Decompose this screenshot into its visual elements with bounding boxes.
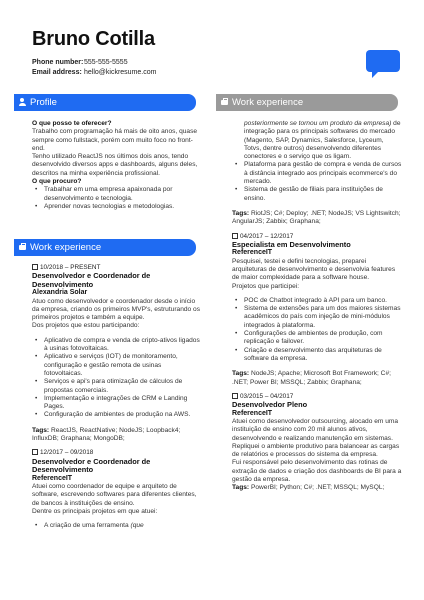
work-section-header-right (216, 94, 398, 111)
list-item: • Aplicativo e serviços (IOT) de monitoramento, configuração e gestão remota de usinas fotovoltaicas. (32, 353, 200, 378)
continued-item: posteriormente se tornou um produto da empresa) de integração para os principais softwares do mercado (Magento, SAP, Dynamics, Salesforce, Lyceum, Totvs, dentre outros) desenvolvendo diferentes conectores e o serviço que os ligam. (244, 120, 401, 161)
job-description: Pesquisei, testei e defini tecnologias, preparei arquiteturas de desenvolvimento e desenvolvia features de maior complexidade para a software house. (232, 257, 396, 282)
job-projects-list (232, 297, 402, 363)
job-description: Repliquei o ambiente produtivo para balancear as cargas de relatórios e processos do sistema da empresa. (232, 442, 400, 459)
profile-body (32, 120, 200, 211)
job-title: Especialista em Desenvolvimento (232, 239, 351, 249)
email-value: hello@kickresume.com (84, 69, 157, 76)
list-item: • Sistema de extensões para um dos maiores sistemas acadêmicos do país com injeção de mini-módulos integrados à plataforma. (232, 305, 402, 330)
work-title-left: Work experience (30, 242, 102, 253)
job-title: Desenvolvedor Pleno (232, 400, 308, 410)
list-item: • Serviços e api's para otimização de cálculos de propostas comerciais. (32, 378, 200, 395)
profile-goals-list (32, 186, 200, 211)
job-description: Atuo como desenvolvedor e coordenador desde o início da empresa, criando os primeiros MVP's, estruturando os primeiros projetos e também a equipe. (32, 297, 201, 322)
job-date: 03/2015 – 04/2017 (232, 393, 402, 401)
job-date: 10/2018 – PRESENT (32, 264, 200, 272)
job-projects-list (32, 337, 200, 420)
profile-paragraph-1: Trabalho com programação há mais de oito anos, quase sempre como fullstack, porém com muito foco no front-end. (32, 128, 198, 152)
job-company: Alexandria Solar (32, 289, 88, 297)
job-company: ReferenceIT (32, 474, 73, 482)
job-description: Atuei como desenvolvedor outsourcing, alocado em uma instituição de ensino com 20 mil alunos ativos, desenvolvendo e realizando manutenção em sistemas. (232, 417, 399, 442)
work-left-body (32, 264, 200, 530)
briefcase-icon (19, 245, 26, 250)
job-title: Desenvolvedor e Coordenador de Desenvolvimento (32, 456, 151, 475)
phone-label: Phone number: (32, 59, 84, 66)
list-item: • Aprender novas tecnologias e metodologias. (32, 203, 200, 211)
profile-question-1: O que posso te oferecer? (32, 120, 112, 127)
chat-bubble-icon (366, 50, 400, 72)
work-right-body (232, 120, 402, 493)
list-item: • Plataforma para gestão de compra e venda de cursos à distância integrado aos principais ecommerce's do mercado. (232, 161, 402, 186)
calendar-icon (232, 393, 238, 399)
list-item: • Criação e desenvolvimento das arquiteturas de software da empresa. (232, 347, 402, 364)
list-item: • Trabalhar em uma empresa apaixonada por desenvolvimento e tecnologia. (32, 186, 200, 203)
person-icon (20, 98, 24, 102)
job-tags: Tags: NodeJS; Apache; Microsoft Bot Framework; C#; .NET; Power BI; MSSQL; Zabbix; Graphana; (232, 370, 391, 386)
job-tags: Tags: PowerBI; Python; C#; .NET; MSSQL; MySQL; (232, 484, 385, 492)
list-item: • Aplicativo de compra e venda de cripto-ativos ligados à usinas fotovoltaicas. (32, 337, 200, 354)
list-item: • POC de Chatbot integrado à API para um banco. (232, 297, 402, 305)
email-label: Email address: (32, 69, 82, 76)
profile-paragraph-2: Tenho utilizado ReactJS nos últimos dois anos, tendo desenvolvido diversos apps e dashboards, alguns deles, descritos na minha experiência profissional. (32, 153, 198, 177)
job-company: ReferenceIT (232, 249, 273, 257)
work-section-header-left (14, 239, 196, 256)
list-item: • Configurações de ambientes de produção, com replicação e failover. (232, 330, 402, 347)
job-tags: Tags: RiotJS; C#; Deploy; .NET; NodeJS; VS Lightswitch; AngularJS; Zabbix; Graphana; (232, 209, 401, 226)
job-title: Desenvolvedor e Coordenador de Desenvolvimento (32, 271, 151, 289)
list-item: • Sistema de gestão de filiais para instituições de ensino. (232, 186, 402, 203)
job-projects-intro: Dentre os principais projetos em que atuei: (32, 507, 158, 515)
briefcase-icon (221, 100, 228, 105)
job-description: Atuei como coordenador de equipe e arquiteto de software, escrevendo softwares para diferentes clientes, de bancos à instituições de ensino. (32, 482, 197, 507)
candidate-name: Bruno Cotilla (32, 28, 155, 50)
list-item: • Implementação e integrações de CRM e Landing Pages. (32, 395, 200, 412)
contact-info (32, 58, 156, 78)
list-item: • A criação de uma ferramenta (que (32, 522, 200, 530)
work-title-right: Work experience (232, 97, 304, 108)
calendar-icon (32, 449, 38, 455)
continued-projects-list (232, 161, 402, 202)
profile-section-header (14, 94, 196, 111)
calendar-icon (232, 233, 238, 239)
job-date: 04/2017 – 12/2017 (232, 233, 402, 241)
profile-title: Profile (30, 97, 57, 108)
calendar-icon (32, 264, 38, 270)
job-projects-list (32, 522, 200, 530)
job-company: ReferenceIT (232, 409, 273, 417)
phone-value: 555-555-5555 (84, 59, 128, 66)
job-tags: Tags: ReactJS, ReactNative; NodeJS; Loopback4; InfluxDB; Graphana; MongoDB; (32, 426, 181, 443)
job-projects-intro: Dos projetos que estou participando: (32, 322, 140, 330)
job-projects-intro: Projetos que participei: (232, 282, 300, 290)
job-date: 12/2017 – 09/2018 (32, 449, 200, 457)
list-item: • Configuração de ambientes de produção na AWS. (32, 411, 200, 419)
profile-question-2: O que procuro? (32, 178, 82, 186)
job-description: Fui responsável pelo desenvolvimento das rotinas de extração de dados e criação dos dashboards de BI para a gestão da empresa. (232, 459, 402, 483)
